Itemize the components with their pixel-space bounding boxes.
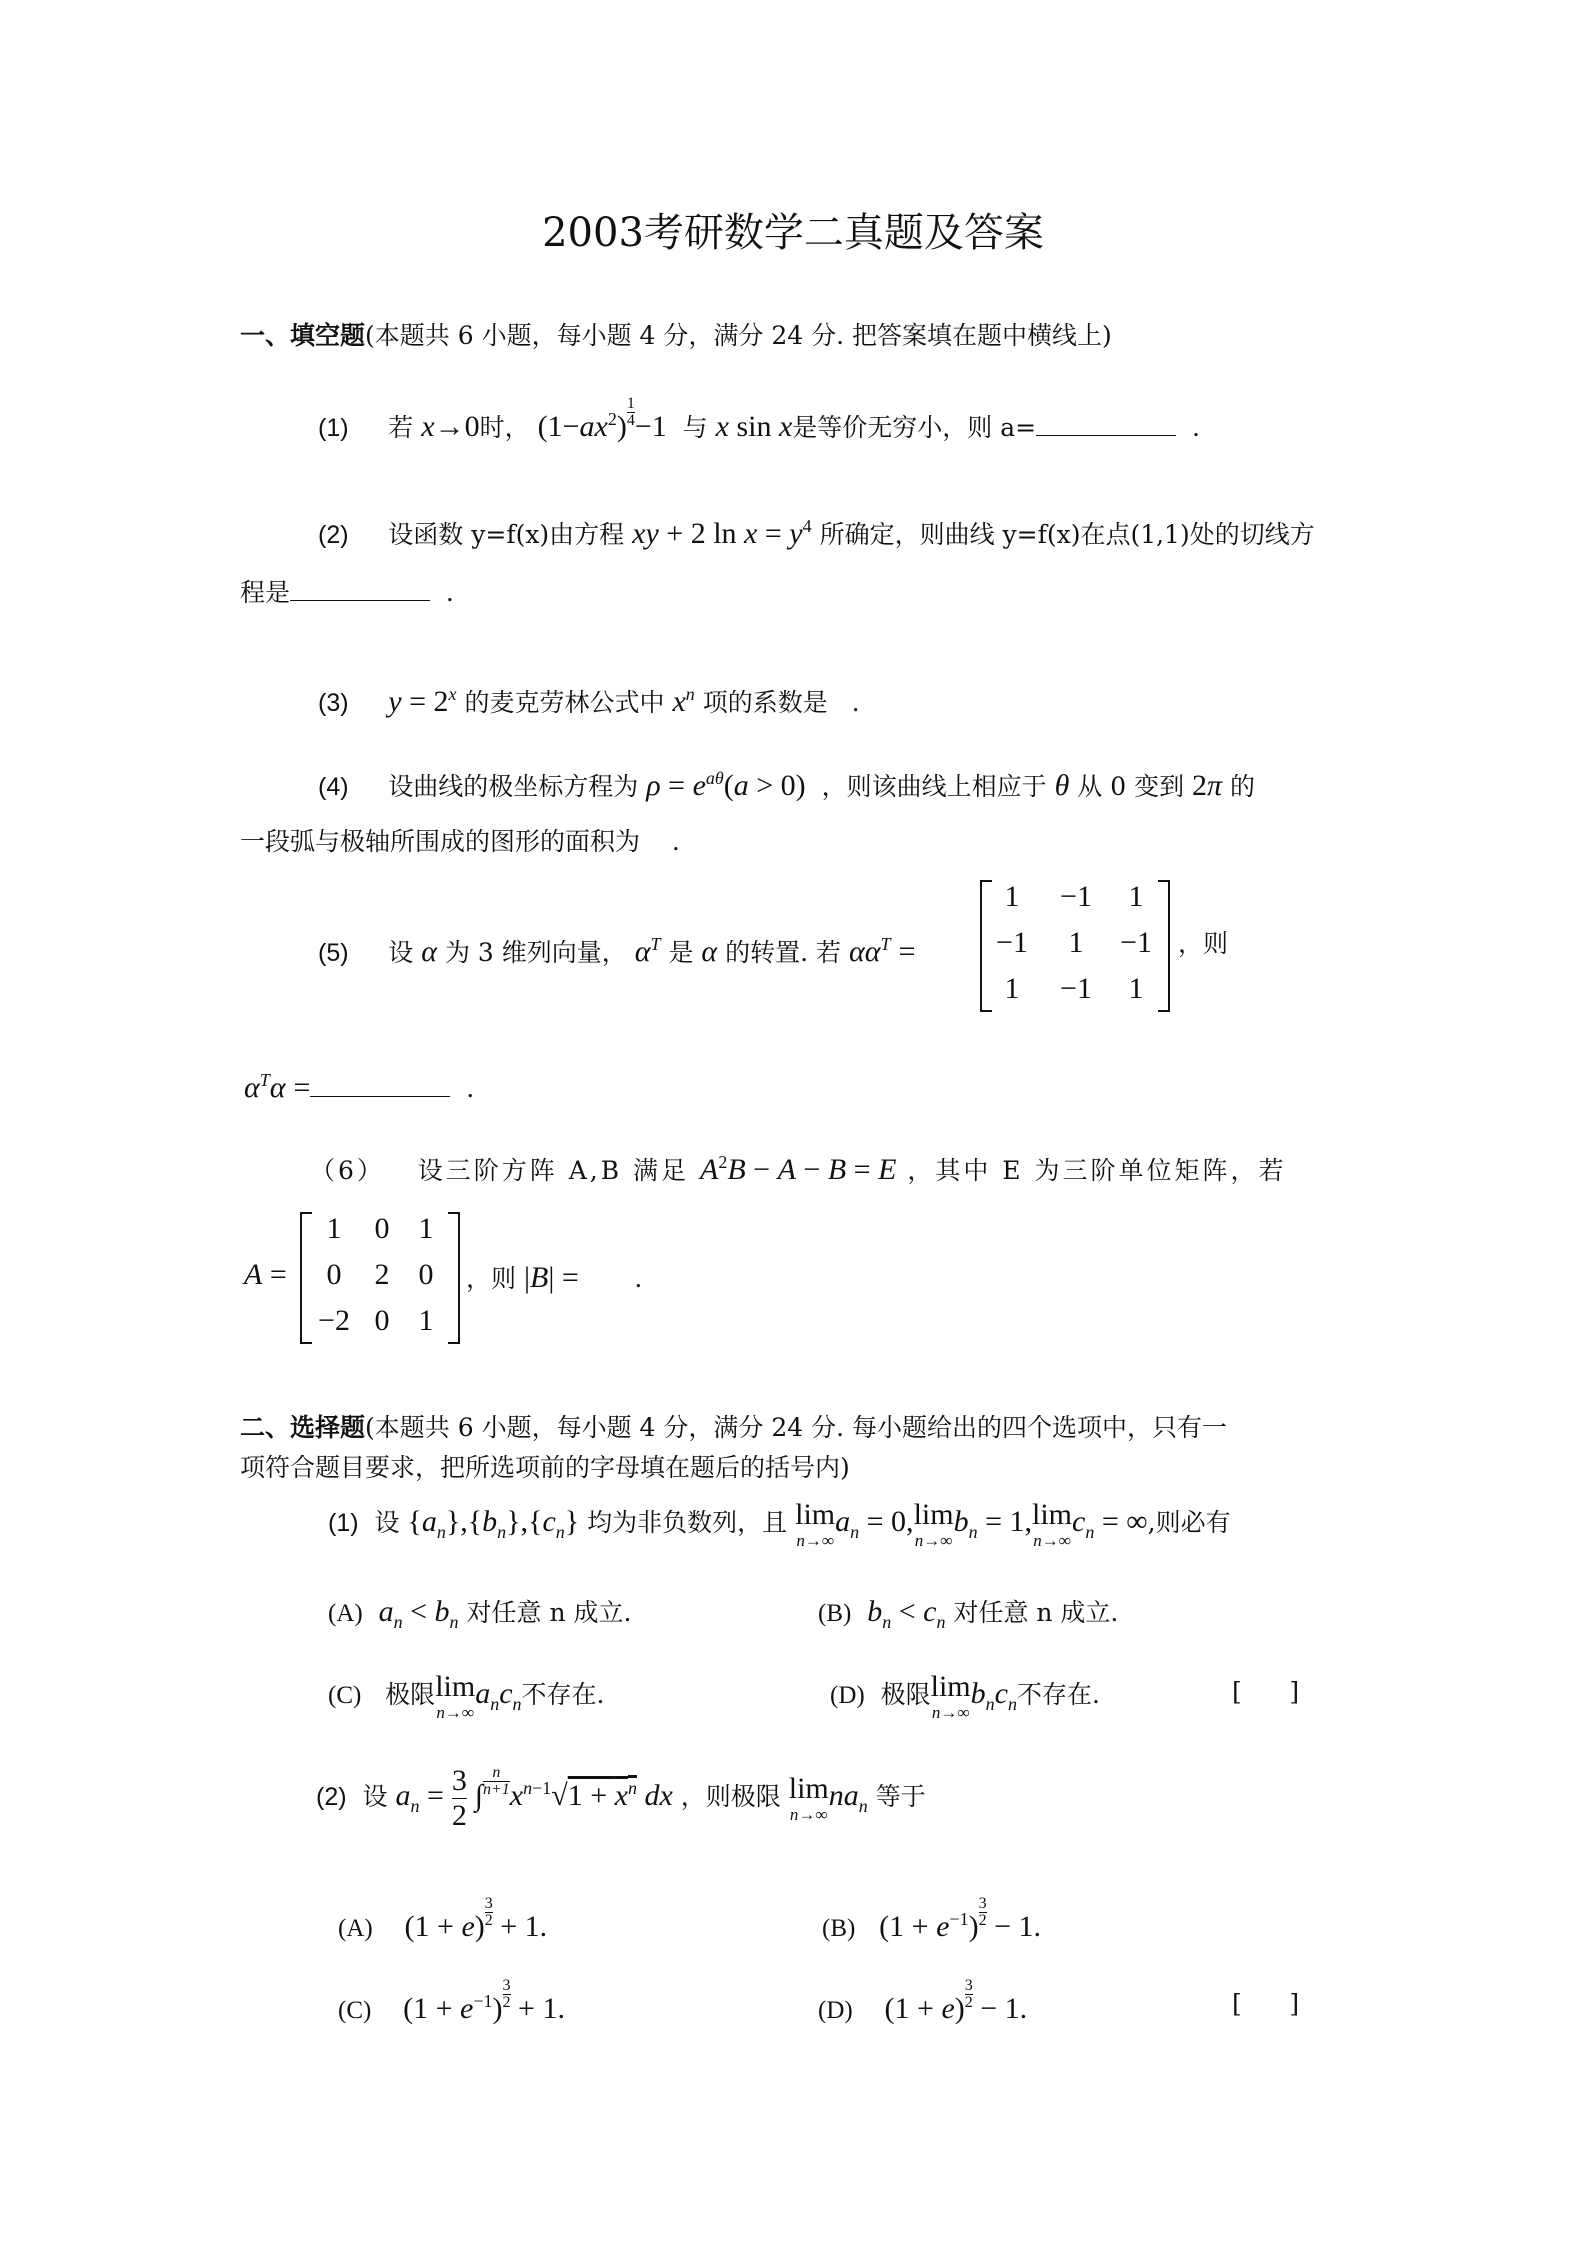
text: .: [466, 1074, 475, 1103]
s1-q4-line2: [240, 826, 680, 858]
s2-q2-option-b[interactable]: [822, 1896, 1041, 1945]
s2-q1-option-b[interactable]: [818, 1596, 1118, 1638]
matrix-cell: 0: [418, 1258, 434, 1291]
formula: lim n→∞: [930, 1670, 971, 1722]
formula: $a_n$ =: [395, 1779, 444, 1816]
formula: $\alpha\alpha^T$: [848, 934, 891, 968]
text: 设曲线的极坐标方程为: [388, 772, 639, 801]
option-label: (D): [830, 1682, 865, 1709]
text: 极限: [880, 1680, 931, 1709]
answer-blank[interactable]: [1036, 409, 1176, 436]
text: 与: [682, 413, 708, 442]
s1-q5-after: [1178, 928, 1228, 960]
question-number: (2): [318, 521, 349, 549]
s1-q4: [318, 762, 1255, 803]
text: .: [445, 578, 454, 607]
text: 是等价无穷小，则 a=: [792, 413, 1037, 442]
question-number: (5): [318, 939, 349, 967]
text: 设函数 y=f(x)由方程: [388, 520, 625, 549]
text: 项的系数是: [702, 688, 828, 717]
option-label: (C): [328, 1682, 362, 1709]
formula: (1 + e) $\frac{3}{2}$ − 1.: [884, 1977, 1028, 2025]
matrix-cell: 2: [374, 1258, 390, 1291]
formula: lim n→∞: [435, 1670, 476, 1722]
formula: xy + 2 $\ln x = y^4$: [632, 516, 812, 550]
s1-q6-after: [466, 1262, 642, 1295]
formula: $(1-ax^2)$ $\frac{1}{4}$ −1: [537, 395, 667, 443]
formula: $b_n < c_n$: [867, 1595, 946, 1632]
text: 程是: [240, 578, 291, 607]
text: 是: [668, 938, 694, 967]
s1-q2: [318, 510, 1315, 551]
formula: α: [701, 935, 718, 968]
text: .: [851, 688, 860, 717]
question-number: （6）: [310, 1156, 385, 1185]
option-label: (A): [338, 1915, 373, 1942]
text: 设三阶方阵 A,B 满足: [417, 1156, 690, 1185]
section2-note-line2: [240, 1452, 850, 1484]
s2-q1-option-c[interactable]: (C) 极限 lim n→∞ $a_nc_n$不存在.: [328, 1670, 605, 1722]
text: 设: [374, 1508, 400, 1537]
text: ，则: [1178, 929, 1229, 958]
s2-q2-option-a[interactable]: [338, 1896, 547, 1945]
text: 所确定，则曲线 y=f(x)在点(1,1)处的切线方: [819, 520, 1315, 549]
formula: $a_n < b_n$: [378, 1595, 459, 1632]
formula: lim n→∞: [795, 1498, 836, 1550]
text: ，其中 E 为三阶单位矩阵，若: [907, 1156, 1287, 1185]
text: ,则必有: [1147, 1508, 1231, 1537]
text: 极限: [385, 1680, 436, 1709]
option-label: (C): [338, 1997, 372, 2024]
text: 设: [362, 1782, 388, 1811]
page-title: 2003考研数学二真题及答案: [542, 210, 1044, 256]
text: 一段弧与极轴所围成的图形的面积为: [240, 827, 641, 856]
s1-q2-line2: [240, 574, 454, 609]
text: 等于: [875, 1782, 926, 1811]
matrix-cell: −1: [1060, 972, 1092, 1005]
formula: $(1 + e^{-1})$ $\frac{3}{2}$ + 1.: [403, 1977, 565, 2025]
text: .: [634, 1264, 643, 1293]
text: 对任意 n 成立.: [953, 1598, 1119, 1627]
option-label: (A): [328, 1600, 363, 1627]
formula: (1 + e) $\frac{3}{2}$ + 1.: [404, 1895, 548, 1943]
option-label: (D): [818, 1997, 853, 2024]
section2-heading-line: [240, 1412, 1227, 1444]
formula: $\{a_n\},\{b_n\},\{c_n\}$: [407, 1505, 580, 1542]
question-number: (3): [318, 689, 349, 717]
formula: $x^n$: [672, 684, 695, 718]
question-number: (2): [316, 1783, 347, 1811]
s1-q6: [310, 1146, 1287, 1187]
section2-note: (本题共 6 小题，每小题 4 分，满分 24 分. 每小题给出的四个选项中，只有一: [365, 1413, 1227, 1442]
formula: α: [421, 935, 438, 968]
matrix-cell: 1: [1004, 972, 1020, 1005]
option-label: (B): [822, 1915, 856, 1942]
matrix-cell: 1: [1004, 880, 1020, 913]
text: 若: [388, 413, 414, 442]
text: ，则极限: [680, 1782, 781, 1811]
text: 不存在.: [521, 1680, 605, 1709]
s1-q5: (5) 设 α 为 3 维列向量， $\alpha^T$ 是 α 的转置. 若 $\alpha\alpha^T$ =: [318, 934, 916, 968]
s2-q2: (2) 设 $a_n$ = $\frac{3}{2}$ ∫ $\frac{n}{n+1}$ $x^{n-1}√1 + x^n$ dx ，则极限 lim n→∞ $na_n$ 等于: [316, 1764, 926, 1832]
formula: $\frac{3}{2}$: [451, 1764, 467, 1832]
option-label: (B): [818, 1600, 852, 1627]
matrix-cell: 1: [1068, 926, 1084, 959]
s2-q1: (1) 设 $\{a_n\},\{b_n\},\{c_n\}$ 均为非负数列，且 lim n→∞ $a_n = 0$, lim n→∞ $b_n = 1$, lim n→∞ $c_n$ = ∞,则必有: [328, 1498, 1231, 1550]
text: 的转置. 若: [725, 938, 842, 967]
s1-q3: [318, 678, 860, 719]
matrix-cell: 1: [418, 1304, 434, 1337]
formula: $y = 2^x$: [388, 684, 457, 718]
section1-note: (本题共 6 小题，每小题 4 分，满分 24 分. 把答案填在题中横线上): [365, 321, 1112, 350]
q6-A-label: A =: [244, 1258, 287, 1291]
matrix-cell: 0: [374, 1212, 390, 1245]
matrix-cell: −1: [996, 926, 1028, 959]
formula: 2π: [1192, 769, 1223, 802]
formula: ∫ $\frac{n}{n+1}$ $x^{n-1}√1 + x^n$ dx: [474, 1764, 673, 1812]
s2-q1-option-d[interactable]: (D) 极限 lim n→∞ $b_nc_n$不存在.: [830, 1670, 1100, 1722]
formula: θ: [1054, 769, 1070, 802]
answer-blank[interactable]: [290, 574, 430, 601]
text: ，则: [466, 1264, 517, 1293]
text: 的麦克劳林公式中: [464, 688, 665, 717]
formula: lim n→∞: [788, 1772, 829, 1824]
formula: $A^2B - A - B = E$: [699, 1152, 897, 1186]
formula: $(1 + e^{-1})$ $\frac{3}{2}$ − 1.: [879, 1895, 1041, 1943]
question-number: (1): [328, 1509, 359, 1537]
formula: $\alpha^T$: [634, 934, 661, 968]
s2-q1-answer-bracket[interactable]: [ ]: [1232, 1677, 1300, 1706]
question-number: (4): [318, 773, 349, 801]
formula: $\rho = e^{a\theta}(a > 0)$: [646, 768, 806, 802]
text: 不存在.: [1016, 1680, 1100, 1709]
text: 的: [1230, 772, 1256, 801]
text: 为 3 维列向量，: [444, 938, 627, 967]
formula: x: [421, 410, 435, 443]
section1-heading: 一、填空题: [240, 321, 366, 350]
section2-note: 项符合题目要求，把所选项前的字母填在题后的括号内): [240, 1453, 850, 1482]
matrix-cell: 1: [418, 1212, 434, 1245]
matrix-cell: 0: [374, 1304, 390, 1337]
s1-q5-line2: $\alpha^T\alpha$ = .: [244, 1070, 475, 1104]
text: 均为非负数列，且: [587, 1508, 788, 1537]
section2-heading: 二、选择题: [240, 1413, 366, 1442]
section1-heading-line: [240, 320, 1112, 352]
formula: x: [715, 410, 729, 443]
s1-q1: (1) 若 x→0时， $(1-ax^2)$ $\frac{1}{4}$ −1 与 x sin x是等价无穷小，则 a= .: [318, 395, 1200, 443]
matrix-cell: 1: [1128, 972, 1144, 1005]
matrix-cell: −1: [1060, 880, 1092, 913]
s2-q2-option-d[interactable]: [818, 1978, 1027, 2027]
text: 时，: [479, 413, 530, 442]
s2-q2-answer-bracket[interactable]: [ ]: [1232, 1989, 1300, 2018]
text: .: [671, 827, 680, 856]
q6-matrix: [300, 1212, 460, 1344]
s2-q2-option-c[interactable]: [338, 1978, 565, 2027]
matrix-cell: 1: [326, 1212, 342, 1245]
text: ，则该曲线上相应于: [821, 772, 1047, 801]
question-number: (1): [318, 414, 349, 442]
formula: $\alpha^T\alpha$: [244, 1070, 286, 1104]
s2-q1-option-a[interactable]: [328, 1596, 631, 1638]
matrix-cell: −1: [1120, 926, 1152, 959]
text: .: [1192, 413, 1200, 442]
matrix-cell: 0: [326, 1258, 342, 1291]
answer-blank[interactable]: [310, 1070, 450, 1097]
text: 从 0 变到: [1077, 772, 1185, 801]
matrix-cell: 1: [1128, 880, 1144, 913]
q5-matrix: [980, 880, 1170, 1012]
text: 设: [388, 938, 414, 967]
formula: |B| =: [523, 1261, 579, 1294]
text: 对任意 n 成立.: [466, 1598, 632, 1627]
matrix-cell: −2: [318, 1304, 350, 1337]
